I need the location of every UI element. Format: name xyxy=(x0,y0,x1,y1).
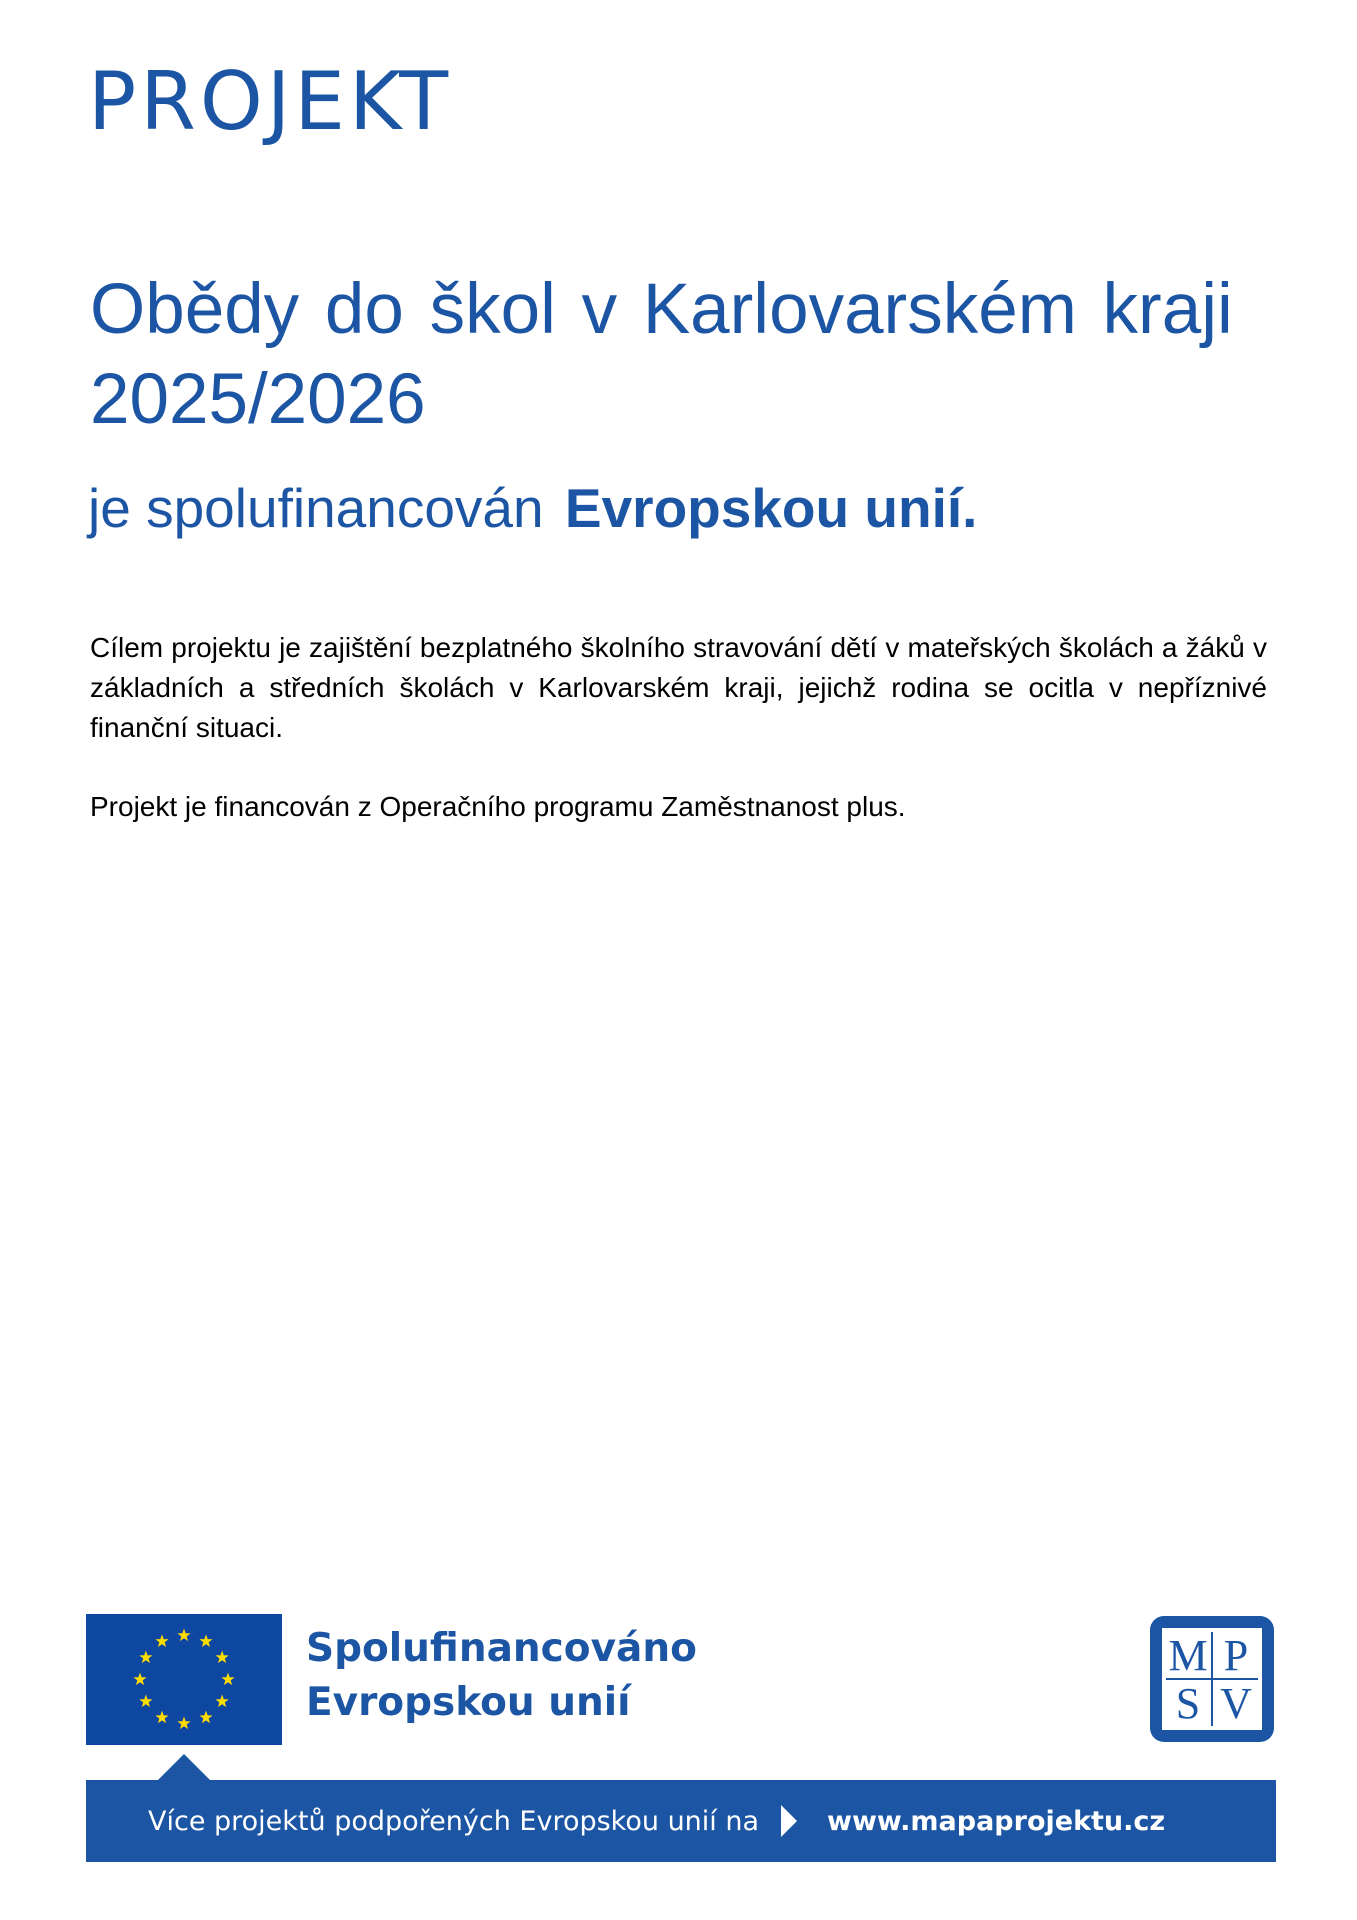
arrow-right-icon xyxy=(781,1805,797,1837)
mpsv-letter-s: S xyxy=(1175,1679,1201,1728)
eu-flag-icon xyxy=(86,1614,282,1745)
eu-star-icon xyxy=(177,1629,190,1642)
eu-star-icon xyxy=(199,1634,212,1647)
eu-star-icon xyxy=(215,1651,228,1664)
mpsv-logo xyxy=(1148,1614,1276,1744)
eu-star-icon xyxy=(155,1711,168,1724)
mpsv-letter-m: M xyxy=(1168,1631,1208,1680)
page-label: PROJEKT xyxy=(88,55,453,148)
footer-pointer-icon xyxy=(158,1754,210,1780)
project-subtitle xyxy=(88,478,977,539)
cofunded-line-2: Evropskou unií xyxy=(306,1680,631,1725)
eu-star-icon xyxy=(139,1651,152,1664)
eu-star-icon xyxy=(221,1673,234,1686)
project-description: Cílem projektu je zajištění bezplatného školního stravování dětí v mateřských školách a žáků v základních a středních školách v Karlovarském kraji, jejichž rodina se ocitla v nepříznivé finanční situaci. xyxy=(90,632,1267,743)
cofunded-label xyxy=(306,1622,697,1730)
cofunded-line-1: Spolufinancováno xyxy=(306,1626,697,1671)
eu-star-icon xyxy=(199,1711,212,1724)
eu-star-icon xyxy=(215,1695,228,1708)
eu-star-icon xyxy=(177,1717,190,1730)
funding-program: Projekt je financován z Operačního programu Zaměstnanost plus. xyxy=(90,791,906,822)
project-title: Obědy do škol v Karlovarském kraji 2025/2026 xyxy=(90,270,1233,439)
subtitle-prefix: je spolufinancován xyxy=(88,477,544,539)
footer-text: Více projektů podpořených Evropskou unií na xyxy=(148,1805,760,1837)
mpsv-letter-p: P xyxy=(1223,1631,1249,1680)
eu-star-icon xyxy=(155,1634,168,1647)
footer-bar xyxy=(86,1780,1276,1862)
eu-star-icon xyxy=(133,1673,146,1686)
subtitle-eu: Evropskou unií. xyxy=(564,477,978,539)
eu-star-icon xyxy=(139,1695,152,1708)
mpsv-letter-v: V xyxy=(1220,1679,1252,1728)
mapaprojektu-link[interactable]: www.mapaprojektu.cz xyxy=(827,1805,1166,1837)
